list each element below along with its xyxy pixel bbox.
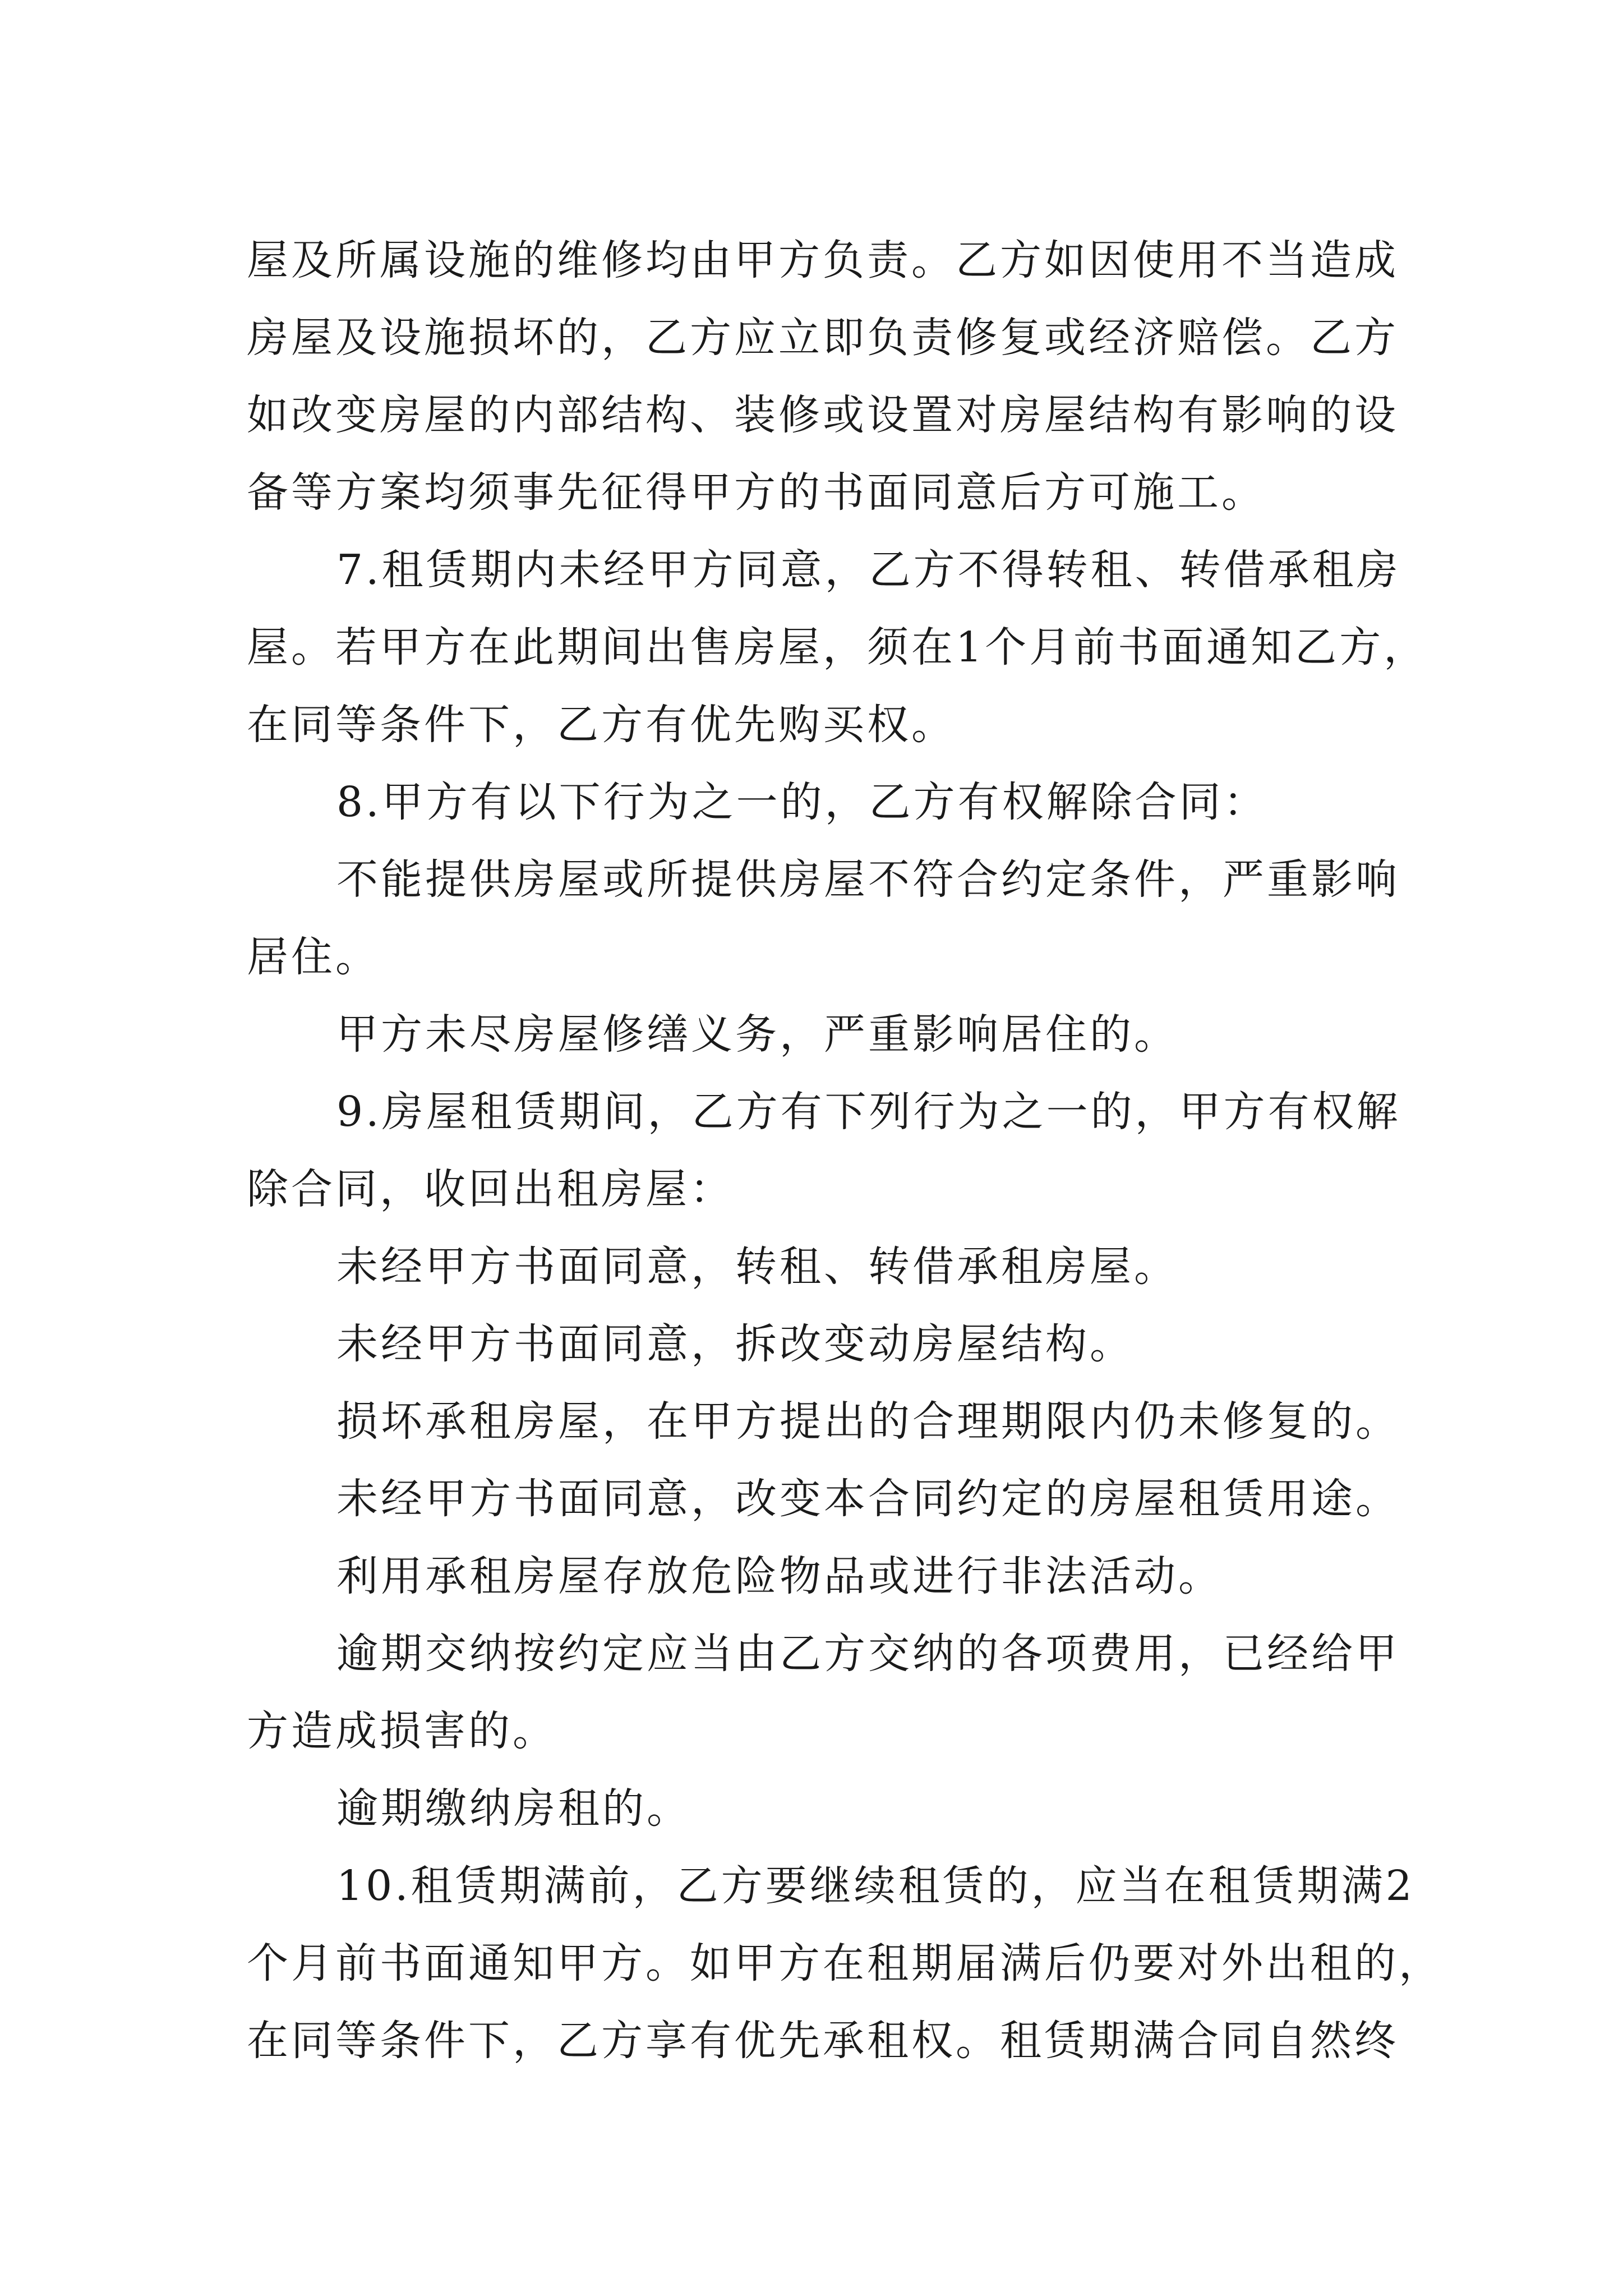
text-line: 屋及所属设施的维修均由甲方负责。乙方如因使用不当造成 [247,236,1399,284]
text-line: 备等方案均须事先征得甲方的书面同意后方可施工。 [247,468,1266,517]
text-line: 未经甲方书面同意，拆改变动房屋结构。 [336,1320,1134,1368]
text-line: 方造成损害的。 [247,1707,557,1755]
text-line: 如改变房屋的内部结构、装修或设置对房屋结构有影响的设 [247,391,1399,439]
text-line: 逾期缴纳房租的。 [336,1784,691,1833]
text-line: 逾期交纳按约定应当由乙方交纳的各项费用，已经给甲 [336,1630,1400,1678]
clause-7-line: 7.租赁期内未经甲方同意，乙方不得转租、转借承租房 [336,546,1401,594]
text-line: 未经甲方书面同意，转租、转借承租房屋。 [336,1243,1178,1291]
text-line: 居住。 [247,933,380,981]
text-line: 个月前书面通知甲方。如甲方在租期届满后仍要对外出租的， [247,1939,1443,1987]
clause-9-line: 9.房屋租赁期间，乙方有下列行为之一的，甲方有权解 [336,1088,1401,1136]
text-line: 房屋及设施损坏的，乙方应立即负责修复或经济赔偿。乙方 [247,314,1399,362]
text-line: 除合同，收回出租房屋： [247,1165,734,1213]
text-line: 损坏承租房屋，在甲方提出的合理期限内仍未修复的。 [336,1397,1400,1446]
text-line: 在同等条件下，乙方享有优先承租权。租赁期满合同自然终 [247,2017,1399,2065]
text-line: 甲方未尽房屋修缮义务，严重影响居住的。 [336,1010,1178,1059]
text-line: 不能提供房屋或所提供房屋不符合约定条件，严重影响 [336,855,1400,904]
text-line: 未经甲方书面同意，改变本合同约定的房屋租赁用途。 [336,1475,1400,1523]
text-line: 屋。若甲方在此期间出售房屋，须在1个月前书面通知乙方， [247,623,1428,671]
text-line: 在同等条件下，乙方有优先购买权。 [247,701,956,749]
clause-10-line: 10.租赁期满前，乙方要继续租赁的，应当在租赁期满2 [336,1862,1415,1910]
clause-8-line: 8.甲方有以下行为之一的，乙方有权解除合同： [336,778,1268,826]
document-body [247,222,1443,2079]
text-line: 利用承租房屋存放危险物品或进行非法活动。 [336,1552,1223,1600]
